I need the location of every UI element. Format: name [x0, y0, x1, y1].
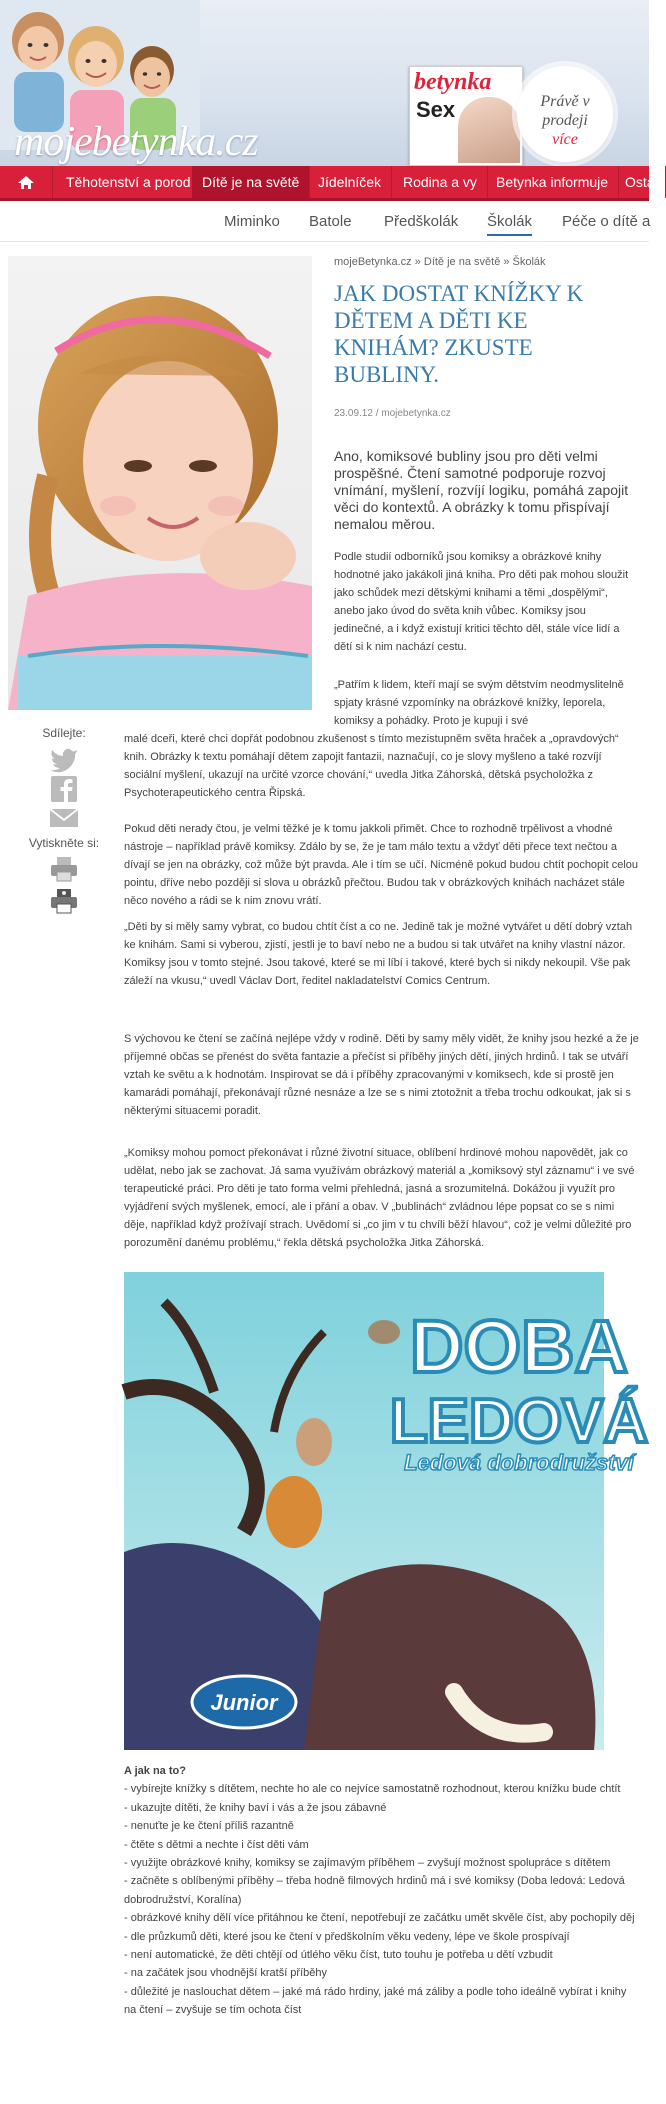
article-hero-image — [8, 256, 312, 710]
main-nav — [0, 166, 655, 201]
list-item: - obrázkové knihy dělí více přitáhnou ke čtení, nepotřebují ze začátku umět skvěle číst, aby pochopily děj — [124, 1912, 635, 1925]
sub-nav — [0, 201, 649, 242]
subnav-item-pece-o-dite[interactable]: Péče o dítě a — [562, 213, 651, 230]
comic-publisher-badge: Junior — [210, 1690, 278, 1715]
promo-more-link[interactable]: více — [552, 131, 578, 148]
subnav-item-batole[interactable]: Batole — [309, 213, 352, 230]
comic-book-cover — [124, 1272, 649, 1750]
list-item: - vybírejte knížky s dítětem, nechte ho ale co nejvíce samostatně rozhodnout, kterou knížku bude chtít — [124, 1783, 621, 1796]
article-paragraph: malé dceři, které chci dopřát podobnou zkušenost s tímto mezistupněm světa hraček a „opravdových“ knih. Obrázky k textu pomáhají dětem zapojit fantazii, naznačují, co je slovy myšleno a také rozvíjí sociální myšlení, ukazují na určité vzorce chování,“ uvedla Jitka Záhorská, dětská psycholožka z Psychoterapeutického centra Řipská. — [124, 733, 619, 799]
magazine-cover[interactable] — [409, 66, 523, 166]
comic-title-line2: LEDOVÁ — [389, 1387, 649, 1456]
site-header — [0, 0, 649, 166]
nav-item-ostatni[interactable]: Osta — [615, 166, 666, 198]
promo-badge[interactable] — [517, 66, 613, 162]
list-item: - ukazujte dítěti, že knihy baví i vás a že jsou zábavné — [124, 1801, 387, 1814]
magazine-cover-photo — [458, 97, 520, 163]
list-item: - není automatické, že děti chtějí od útlého věku číst, tuto touhu je potřeba u dětí vzbudit — [124, 1949, 553, 1962]
list-item: - začněte s oblíbenými příběhy – třeba hodně filmových hrdinů má i své komiksy (Doba ledová: Ledová dobrodružství, Koralína) — [124, 1875, 625, 1906]
comic-subtitle: Ledová dobrodružství — [404, 1450, 634, 1475]
howto-title: A jak na to? — [124, 1765, 186, 1777]
share-label: Sdílejte: — [42, 726, 86, 740]
comic-title-line1: DOBA — [410, 1305, 628, 1388]
print-images-icon[interactable] — [49, 888, 79, 914]
breadcrumb[interactable]: mojeBetynka.cz » Dítě je na světě » Školák — [334, 256, 546, 268]
list-item: - čtěte s dětmi a nechte i číst děti vám — [124, 1838, 309, 1851]
print-label: Vytiskněte si: — [28, 836, 100, 850]
article-paragraph: „Patřím k lidem, kteří mají se svým dětstvím neodmyslitelně spjaty krásné vzpomínky na obrázkové knížky, leporela, komiksy a pohádky. Proto je kupuji i své — [334, 679, 624, 727]
article-lead: Ano, komiksové bubliny jsou pro děti velmi prospěšné. Čtení samotné podporuje rozvoj vnímání, myšlení, rozvíjí logiku, pomáhá zapojit věci do kontextů. A obrázky k tomu přispívají nemalou měrou. — [334, 448, 629, 532]
subnav-item-skolak[interactable]: Školák — [487, 213, 532, 236]
article-paragraph: S výchovou ke čtení se začíná nejlépe vždy v rodině. Děti by samy měly vidět, že knihy jsou hezké a že je příjemné občas se přenést do světa fantazie a přečíst si příběhy jiných dětí, jiných hrdinů. I tak se utváří vztah ke světu a k hodnotám. Inspirovat se dá i příběhy zpracovanými v komiksech, kde si prostě jen kamarádi pomáhají, překonávají různé nesnáze a lze se s nimi ztotožnit a třeba trochu odkoukat, jak si s některými situacemi poradit. — [124, 1033, 639, 1117]
email-icon[interactable] — [49, 808, 79, 828]
twitter-icon[interactable] — [49, 746, 79, 770]
howto-list — [124, 1762, 640, 2020]
promo-text: Právě v prodeji — [540, 93, 590, 129]
nav-item-jidelnicek[interactable]: Jídelníček — [308, 166, 392, 198]
magazine-cover-word: Sex — [416, 97, 456, 122]
facebook-icon[interactable] — [51, 776, 77, 802]
subnav-item-predskolak[interactable]: Předškolák — [384, 213, 459, 230]
list-item: - důležité je naslouchat dětem – jaké má rádo hrdiny, jaké má záliby a podle toho ideálně vybírat i knihy na čtení – zvyšuje se tím ochota číst — [124, 1985, 627, 2017]
nav-item-dite-je-na-svete[interactable]: Dítě je na světě — [192, 166, 310, 198]
list-item: - na začátek jsou vhodnější kratší příběhy — [124, 1967, 327, 1980]
site-logo[interactable]: mojebetynka.cz — [14, 119, 258, 165]
print-icon[interactable] — [49, 856, 79, 882]
article-paragraph: Pokud děti nerady čtou, je velmi těžké je k tomu jakkoli přimět. Chce to rozhodně trpělivost a vhodné nástroje – například právě komiksy. Zdálo by se, že je tam málo textu a vždyť děti přece text nečtou a dívají se jen na obrázky, což může být pravda. Ale i tím se učí. Nicméně pokud budou chtít pochopit celou pointu, dříve nebo později si slova u obrázků přečtou. Budou tak v obrázkových knihách nacházet stále něco nového a rádi se k nim znovu vrátí. — [124, 823, 639, 907]
article-meta: 23.09.12 / mojebetynka.cz — [334, 408, 451, 419]
article-paragraph: „Komiksy mohou pomoct překonávat i různé životní situace, oblíbení hrdinové mohou napovědět, jak co udělat, nebo jak se zachovat. Já sama využívám obrázkový materiál a „komiksový styl záznamu“ i ve své terapeutické práci. Pro děti je tato forma velmi přehledná, jasná a srozumitelná. Dokážou ji využít pro vyjádření svých myšlenek, emocí, ale i přání a obav. V „bublinách“ zvládnou lépe popsat co se s nimi děje, například když prožívají strach. Uvědomí si „co jim v tu chvíli běží hlavou“, což je velmi důležité pro porozumění danému problému,“ řekla dětská psycholožka Jitka Záhorská. — [124, 1147, 635, 1249]
list-item: - nenuťte je ke čtení příliš razantně — [124, 1820, 294, 1833]
magazine-title: betynka — [414, 69, 492, 95]
home-icon[interactable] — [0, 166, 53, 198]
article-paragraph: „Děti by si měly samy vybrat, co budou chtít číst a co ne. Jedině tak je možné vytvářet u dětí dobrý vztah ke knihám. Sami si vyberou, zjistí, jestli je to baví nebo ne a budou si tak utvářet na knihy vlastní názor. Komiksy jsou v tomto stejné. Jsou takové, které se mi líbí i takové, které bych si nikdy nekoupil. Vše pak záleží na vkusu,“ uvedl Václav Dort, ředitel nakladatelství Comics Centrum. — [124, 921, 633, 987]
nav-item-rodina-a-vy[interactable]: Rodina a vy — [393, 166, 488, 198]
list-item: - využijte obrázkové knihy, komiksy se zajímavým příběhem – zvyšují možnost spolupráce s dítětem — [124, 1857, 611, 1870]
article-title: JAK DOSTAT KNÍŽKY K DĚTEM A DĚTI KE KNIHÁM? ZKUSTE BUBLINY. — [334, 281, 584, 387]
list-item: - dle průzkumů děti, které jsou ke čtení v předškolním věku vedeny, lépe ve škole prospívají — [124, 1930, 570, 1943]
article-paragraph: Podle studií odborníků jsou komiksy a obrázkové knihy hodnotné jako jakákoli jiná kniha. Pro děti pak mohou sloužit jako schůdek mezi dětskými knihami a těmi „dospělými“, anebo jako úvod do světa knih vůbec. Komiksy jsou jedinečné, a i když existují kritici těchto děl, stále více lidí a dětí si k nim nachází cestu. — [334, 551, 629, 653]
subnav-item-miminko[interactable]: Miminko — [224, 213, 280, 230]
nav-item-tehotenstvi[interactable]: Těhotenství a porod — [56, 166, 202, 198]
share-panel — [18, 726, 110, 914]
nav-item-betynka-informuje[interactable]: Betynka informuje — [486, 166, 619, 198]
